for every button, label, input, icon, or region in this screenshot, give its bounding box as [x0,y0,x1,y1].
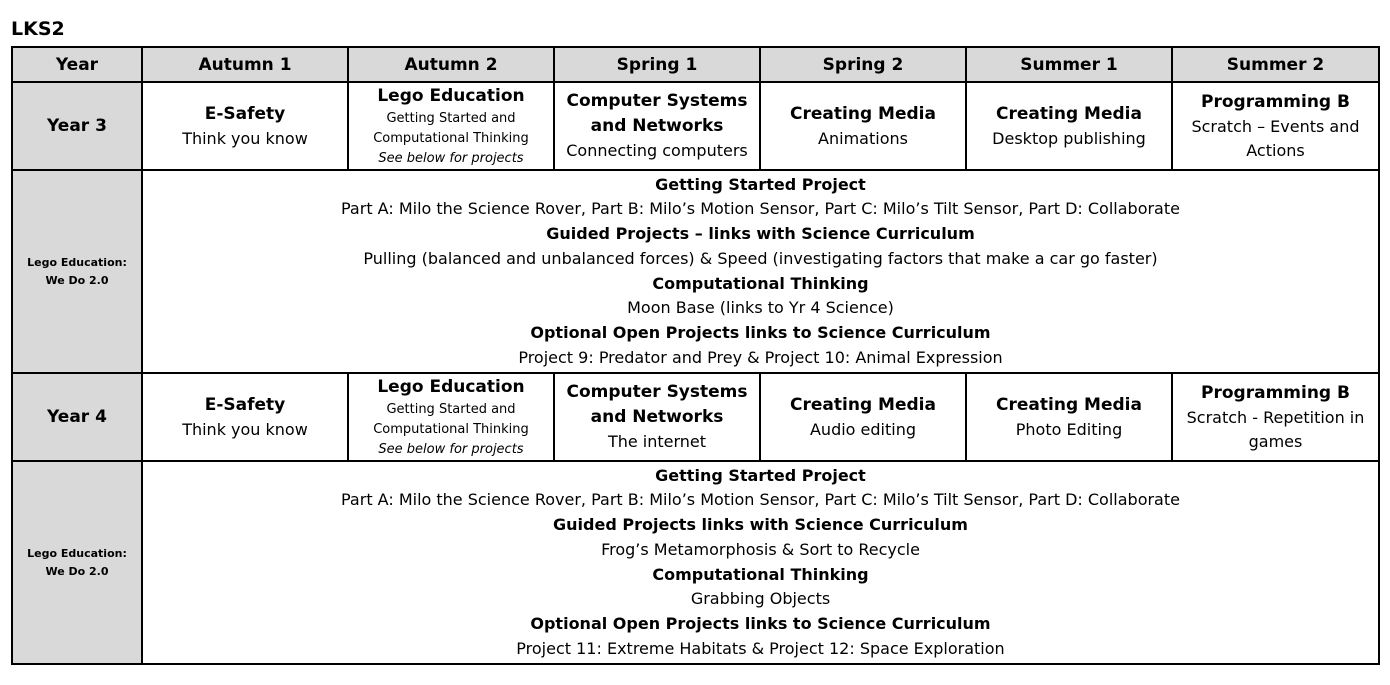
unit-note: See below for projects [378,441,524,457]
unit-subtitle: Photo Editing [1015,419,1123,439]
unit-title: E-Safety [204,394,286,415]
unit-title: Computer Systems [566,91,748,111]
page-title: LKS2 [11,18,65,40]
year3-lego-row [12,170,1379,373]
year3-units-row [12,82,1379,170]
unit-subtitle: Actions [1246,140,1305,160]
year4-units-row [12,373,1379,461]
unit-title: Creating Media [996,394,1142,415]
unit-subtitle: Animations [818,128,908,148]
year3-lego-label [12,170,142,373]
lego-label-line: Lego Education: [27,255,127,269]
header-summer-1: Summer 1 [966,47,1172,82]
year4-spring1-cell [554,373,760,461]
year4-summer1-cell [966,373,1172,461]
detail-text: Grabbing Objects [690,589,831,609]
unit-detail: Getting Started and [386,401,516,417]
unit-subtitle: Connecting computers [566,141,748,160]
year3-autumn1-cell [142,82,348,170]
header-summer-2: Summer 2 [1172,47,1379,82]
detail-text: Part A: Milo the Science Rover, Part B: Milo’s Motion Sensor, Part C: Milo’s Tilt Sensor, Part D: Collaborate [341,199,1180,219]
detail-text: Part A: Milo the Science Rover, Part B: Milo’s Motion Sensor, Part C: Milo’s Tilt Sensor, Part D: Collaborate [341,490,1180,510]
unit-title: and Networks [590,407,724,427]
year4-label: Year 4 [12,373,142,461]
header-autumn-1: Autumn 1 [142,47,348,82]
year4-summer2-cell [1172,373,1379,461]
header-autumn-2: Autumn 2 [348,47,554,82]
year3-autumn2-cell [348,82,554,170]
unit-subtitle: Scratch – Events and [1191,116,1360,136]
unit-subtitle: Scratch - Repetition in [1186,407,1365,427]
year4-lego-row [12,461,1379,664]
detail-heading: Optional Open Projects links to Science Curriculum [530,613,991,633]
year3-spring2-cell [760,82,966,170]
unit-title: Programming B [1201,382,1350,403]
unit-title: E-Safety [204,103,286,124]
detail-text: Pulling (balanced and unbalanced forces) & Speed (investigating factors that make a car go faster) [363,248,1158,268]
year4-autumn1-cell [142,373,348,461]
unit-title: Creating Media [996,103,1142,124]
header-row [12,47,1379,82]
unit-subtitle: Desktop publishing [992,128,1146,148]
detail-heading: Getting Started Project [655,174,866,194]
year3-summer2-cell [1172,82,1379,170]
unit-detail: Getting Started and [386,110,516,126]
curriculum-table [11,46,1380,665]
lego-label-line: We Do 2.0 [45,273,109,287]
header-spring-2: Spring 2 [760,47,966,82]
unit-note: See below for projects [378,150,524,166]
unit-detail: Computational Thinking [373,421,529,437]
detail-text: Moon Base (links to Yr 4 Science) [627,298,894,318]
unit-title: Computer Systems [566,382,748,402]
year4-lego-details [142,461,1379,664]
unit-title: Lego Education [377,376,525,397]
unit-subtitle: games [1248,431,1303,451]
year3-summer1-cell [966,82,1172,170]
unit-title: and Networks [590,116,724,136]
detail-heading: Computational Thinking [652,564,869,584]
year4-lego-label [12,461,142,664]
unit-subtitle: Think you know [182,128,308,148]
unit-subtitle: Think you know [182,419,308,439]
detail-heading: Getting Started Project [655,465,866,485]
unit-title: Programming B [1201,91,1350,112]
detail-heading: Guided Projects links with Science Curriculum [553,515,968,535]
detail-heading: Guided Projects – links with Science Curriculum [546,224,975,244]
header-year: Year [12,47,142,82]
unit-subtitle: Audio editing [809,419,917,439]
detail-heading: Computational Thinking [652,273,869,293]
lego-label-line: Lego Education: [27,546,127,560]
detail-text: Frog’s Metamorphosis & Sort to Recycle [601,539,920,559]
year3-label: Year 3 [12,82,142,170]
year3-spring1-cell [554,82,760,170]
unit-title: Lego Education [377,85,525,106]
unit-title: Creating Media [790,103,936,124]
unit-subtitle: The internet [607,432,707,451]
detail-text: Project 9: Predator and Prey & Project 10: Animal Expression [518,347,1003,367]
year3-lego-details [142,170,1379,373]
unit-title: Creating Media [790,394,936,415]
lego-label-line: We Do 2.0 [45,564,109,578]
year4-autumn2-cell [348,373,554,461]
year4-spring2-cell [760,373,966,461]
header-spring-1: Spring 1 [554,47,760,82]
unit-detail: Computational Thinking [373,130,529,146]
detail-text: Project 11: Extreme Habitats & Project 12: Space Exploration [516,638,1005,658]
detail-heading: Optional Open Projects links to Science Curriculum [530,322,991,342]
